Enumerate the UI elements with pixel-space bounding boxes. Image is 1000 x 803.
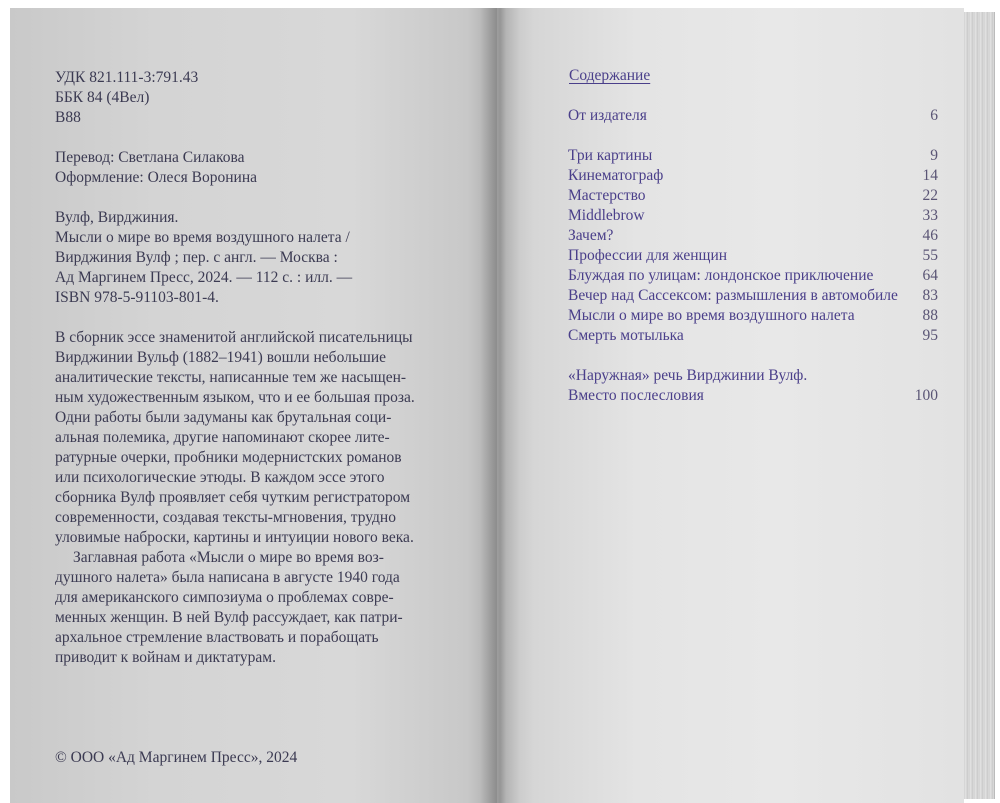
annotation-line: для американского симпозиума о проблемах совре- bbox=[55, 589, 394, 606]
annotation-line: архальное стремление властвовать и порабощать bbox=[55, 629, 379, 646]
bbk-code: ББК 84 (4Вел) bbox=[55, 89, 150, 106]
record-line: Мысли о мире во время воздушного налета / bbox=[55, 229, 350, 246]
annotation-line: душного налета» была написана в августе 1940 года bbox=[55, 569, 400, 586]
toc-entry-title: Три картины bbox=[568, 147, 653, 164]
toc-title: Содержание bbox=[569, 67, 651, 84]
annotation-line: Одни работы были задуманы как брутальная соци- bbox=[55, 409, 392, 426]
annotation-line: альная полемика, другие напоминают скорее лите- bbox=[55, 429, 390, 446]
design-credit: Оформление: Олеся Воронина bbox=[55, 169, 258, 186]
table-of-contents bbox=[568, 106, 938, 406]
annotation-line: ным художественным языком, что и ее большая проза. bbox=[55, 389, 415, 406]
toc-entry-title: Вместо послесловия bbox=[568, 387, 704, 404]
toc-entry-title: Зачем? bbox=[568, 227, 614, 244]
toc-entry-page: 6 bbox=[930, 107, 938, 124]
toc-entry-page: 64 bbox=[922, 267, 938, 284]
toc-entry-page: 22 bbox=[922, 187, 938, 204]
toc-entry-title: Кинематограф bbox=[568, 167, 664, 184]
record-line: Вулф, Вирджиния. bbox=[55, 209, 179, 226]
toc-entry bbox=[568, 386, 938, 406]
toc-entry-page: 100 bbox=[914, 387, 938, 404]
right-page bbox=[497, 8, 964, 803]
classification-codes bbox=[55, 68, 198, 128]
toc-entry-page: 95 bbox=[922, 327, 938, 344]
udk-code: УДК 821.111-3:791.43 bbox=[55, 69, 199, 86]
page-edges bbox=[964, 12, 995, 799]
toc-entry-title: Блуждая по улицам: лондонское приключение bbox=[568, 267, 874, 284]
open-book bbox=[10, 8, 994, 803]
toc-entry-title: Мысли о мире во время воздушного налета bbox=[568, 307, 855, 324]
toc-entry-title: Middlebrow bbox=[568, 207, 645, 224]
annotation-line: В сборник эссе знаменитой английской писательницы bbox=[55, 329, 413, 346]
toc-entry bbox=[568, 326, 938, 346]
author-mark: В88 bbox=[55, 109, 81, 126]
toc-entry bbox=[568, 186, 938, 206]
toc-entry-page: 14 bbox=[922, 167, 938, 184]
annotation-line: уловимые наброски, картины и интуиции нового века. bbox=[55, 529, 414, 546]
annotation-line: сборника Вулф проявляет себя чутким регистратором bbox=[55, 489, 411, 506]
annotation bbox=[55, 328, 415, 668]
toc-entry bbox=[568, 266, 938, 286]
annotation-line: или психологические этюды. В каждом эссе этого bbox=[55, 469, 385, 486]
annotation-line: Вирджинии Вульф (1882–1941) вошли небольшие bbox=[55, 349, 387, 366]
record-line: ISBN 978-5-91103-801-4. bbox=[55, 289, 219, 306]
toc-entry-title: Мастерство bbox=[568, 187, 646, 204]
toc-entry bbox=[568, 306, 938, 326]
annotation-line: современности, создавая тексты-мгновения, трудно bbox=[55, 509, 396, 526]
annotation-line: менных женщин. В ней Вулф рассуждает, как патри- bbox=[55, 609, 403, 626]
gutter-shadow bbox=[480, 8, 520, 803]
toc-entry bbox=[568, 226, 938, 246]
copyright-notice: © ООО «Ад Маргинем Пресс», 2024 bbox=[55, 749, 298, 766]
annotation-line: аналитические тексты, написанные тем же насыщен- bbox=[55, 369, 407, 386]
toc-entry-page: 46 bbox=[922, 227, 938, 244]
toc-entry-title: Профессии для женщин bbox=[568, 247, 728, 264]
left-page bbox=[10, 8, 497, 803]
toc-entry-page: 9 bbox=[930, 147, 938, 164]
toc-entry-page: 83 bbox=[922, 287, 938, 304]
record-line: Вирджиния Вулф ; пер. с англ. — Москва : bbox=[55, 249, 338, 266]
toc-entry bbox=[568, 106, 938, 126]
toc-entry bbox=[568, 166, 938, 186]
bibliographic-record bbox=[55, 208, 352, 308]
annotation-line: ратурные очерки, пробники модернистских романов bbox=[55, 449, 402, 466]
annotation-line: Заглавная работа «Мысли о мире во время воз- bbox=[73, 549, 384, 566]
toc-entry-page: 88 bbox=[922, 307, 938, 324]
toc-entry-title: От издателя bbox=[568, 107, 647, 124]
translator-credit: Перевод: Светлана Силакова bbox=[55, 149, 245, 166]
toc-entry bbox=[568, 366, 938, 386]
toc-entry bbox=[568, 286, 938, 306]
toc-entry bbox=[568, 146, 938, 166]
toc-entry-page: 55 bbox=[922, 247, 938, 264]
record-line: Ад Маргинем Пресс, 2024. — 112 с. : илл. — bbox=[55, 269, 353, 286]
toc-entry-page: 33 bbox=[922, 207, 938, 224]
toc-entry bbox=[568, 246, 938, 266]
credits bbox=[55, 148, 257, 188]
toc-entry bbox=[568, 206, 938, 226]
toc-entry-title: Смерть мотылька bbox=[568, 327, 684, 344]
toc-entry-title: Вечер над Сассексом: размышления в автомобиле bbox=[568, 287, 898, 304]
annotation-line: приводит к войнам и диктатурам. bbox=[55, 649, 276, 666]
toc-entry-title: «Наружная» речь Вирджинии Вулф. bbox=[568, 367, 808, 384]
